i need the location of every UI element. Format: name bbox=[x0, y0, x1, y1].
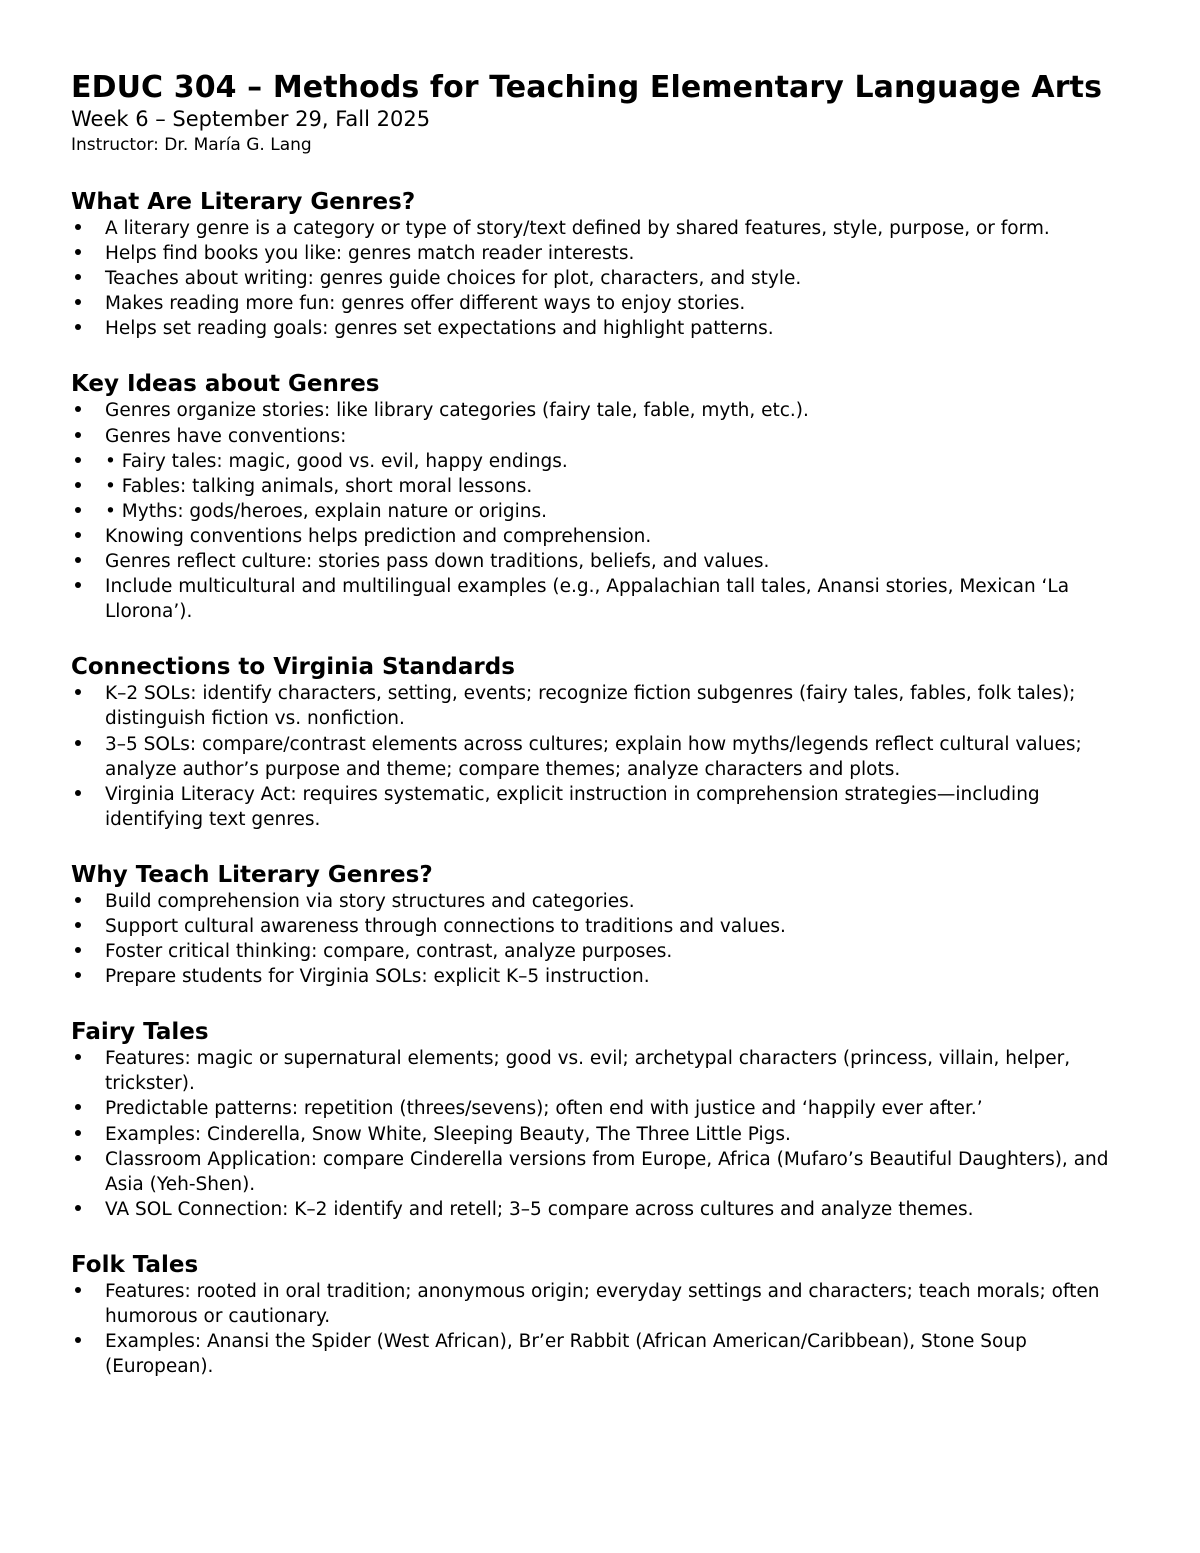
list-item: Examples: Cinderella, Snow White, Sleeping Beauty, The Three Little Pigs. bbox=[71, 1122, 1130, 1147]
bullet-icon bbox=[71, 1279, 85, 1304]
list-item: Features: magic or supernatural elements; good vs. evil; archetypal characters (princess, villain, helper, trickster). bbox=[71, 1046, 1130, 1096]
section-heading: Why Teach Literary Genres? bbox=[71, 861, 433, 888]
bullet-list bbox=[71, 216, 1130, 341]
list-item: Support cultural awareness through connections to traditions and values. bbox=[71, 914, 1130, 939]
list-item: • Myths: gods/heroes, explain nature or origins. bbox=[71, 499, 1130, 524]
document-title: EDUC 304 – Methods for Teaching Elementary Language Arts bbox=[71, 70, 1103, 105]
bullet-icon bbox=[71, 241, 85, 266]
section-heading: Folk Tales bbox=[71, 1251, 199, 1278]
bullet-list bbox=[71, 1046, 1130, 1222]
section-what-are-literary-genres bbox=[71, 188, 1130, 341]
list-item: A literary genre is a category or type of story/text defined by shared features, style, purpose, or form. bbox=[71, 216, 1130, 241]
bullet-list bbox=[71, 1279, 1130, 1379]
bullet-list bbox=[71, 681, 1130, 832]
bullet-icon bbox=[71, 291, 85, 316]
bullet-icon bbox=[71, 1046, 85, 1071]
bullet-icon bbox=[71, 474, 85, 499]
list-item: Foster critical thinking: compare, contrast, analyze purposes. bbox=[71, 939, 1130, 964]
list-item: Predictable patterns: repetition (threes/sevens); often end with justice and ‘happily ever after.’ bbox=[71, 1096, 1130, 1121]
list-item: Makes reading more fun: genres offer different ways to enjoy stories. bbox=[71, 291, 1130, 316]
section-connections-to-virginia-standards bbox=[71, 653, 1130, 832]
bullet-icon bbox=[71, 939, 85, 964]
bullet-list bbox=[71, 889, 1130, 989]
list-item: Features: rooted in oral tradition; anonymous origin; everyday settings and characters; teach morals; often humorous or cautionary. bbox=[71, 1279, 1130, 1329]
list-item: Build comprehension via story structures and categories. bbox=[71, 889, 1130, 914]
bullet-icon bbox=[71, 398, 85, 423]
section-fairy-tales bbox=[71, 1018, 1130, 1222]
bullet-icon bbox=[71, 1096, 85, 1121]
list-item: Genres reflect culture: stories pass down traditions, beliefs, and values. bbox=[71, 549, 1130, 574]
bullet-icon bbox=[71, 574, 85, 599]
bullet-icon bbox=[71, 449, 85, 474]
bullet-icon bbox=[71, 499, 85, 524]
bullet-icon bbox=[71, 1197, 85, 1222]
bullet-icon bbox=[71, 889, 85, 914]
document-subtitle: Week 6 – September 29, Fall 2025 bbox=[71, 107, 431, 131]
bullet-icon bbox=[71, 782, 85, 807]
list-item: • Fables: talking animals, short moral lessons. bbox=[71, 474, 1130, 499]
section-heading: What Are Literary Genres? bbox=[71, 189, 416, 215]
section-heading: Fairy Tales bbox=[71, 1019, 209, 1046]
list-item: Prepare students for Virginia SOLs: explicit K–5 instruction. bbox=[71, 964, 1130, 989]
bullet-icon bbox=[71, 266, 85, 291]
section-key-ideas-about-genres bbox=[71, 370, 1130, 624]
list-item: Include multicultural and multilingual examples (e.g., Appalachian tall tales, Anansi stories, Mexican ‘La Llorona’). bbox=[71, 574, 1130, 624]
bullet-icon bbox=[71, 549, 85, 574]
section-folk-tales bbox=[71, 1251, 1130, 1379]
list-item: VA SOL Connection: K–2 identify and retell; 3–5 compare across cultures and analyze themes. bbox=[71, 1197, 1130, 1222]
bullet-icon bbox=[71, 424, 85, 449]
list-item: Genres have conventions: bbox=[71, 424, 1130, 449]
section-heading: Key Ideas about Genres bbox=[71, 371, 380, 398]
list-item: Examples: Anansi the Spider (West African), Br’er Rabbit (African American/Caribbean), Stone Soup (European). bbox=[71, 1329, 1130, 1379]
section-why-teach-literary-genres bbox=[71, 861, 1130, 989]
bullet-list bbox=[71, 398, 1130, 624]
list-item: K–2 SOLs: identify characters, setting, events; recognize fiction subgenres (fairy tales, fables, folk tales); distinguish fiction vs. nonfiction. bbox=[71, 681, 1130, 731]
list-item: Helps find books you like: genres match reader interests. bbox=[71, 241, 1130, 266]
section-heading: Connections to Virginia Standards bbox=[71, 654, 515, 681]
instructor-line: Instructor: Dr. María G. Lang bbox=[71, 135, 312, 155]
list-item: Teaches about writing: genres guide choices for plot, characters, and style. bbox=[71, 266, 1130, 291]
bullet-icon bbox=[71, 681, 85, 706]
bullet-icon bbox=[71, 1329, 85, 1354]
bullet-icon bbox=[71, 1122, 85, 1147]
list-item: • Fairy tales: magic, good vs. evil, happy endings. bbox=[71, 449, 1130, 474]
list-item: Knowing conventions helps prediction and comprehension. bbox=[71, 524, 1130, 549]
bullet-icon bbox=[71, 524, 85, 549]
bullet-icon bbox=[71, 1147, 85, 1172]
list-item: Helps set reading goals: genres set expectations and highlight patterns. bbox=[71, 316, 1130, 341]
bullet-icon bbox=[71, 914, 85, 939]
bullet-icon bbox=[71, 732, 85, 757]
bullet-icon bbox=[71, 964, 85, 989]
list-item: Virginia Literacy Act: requires systematic, explicit instruction in comprehension strategies—including identifying text genres. bbox=[71, 782, 1130, 832]
bullet-icon bbox=[71, 316, 85, 341]
list-item: Genres organize stories: like library categories (fairy tale, fable, myth, etc.). bbox=[71, 398, 1130, 423]
list-item: 3–5 SOLs: compare/contrast elements across cultures; explain how myths/legends reflect cultural values; analyze author’s purpose and theme; compare themes; analyze characters and plots. bbox=[71, 732, 1130, 782]
list-item: Classroom Application: compare Cinderella versions from Europe, Africa (Mufaro’s Beautiful Daughters), and Asia (Yeh-Shen). bbox=[71, 1147, 1130, 1197]
bullet-icon bbox=[71, 216, 85, 241]
